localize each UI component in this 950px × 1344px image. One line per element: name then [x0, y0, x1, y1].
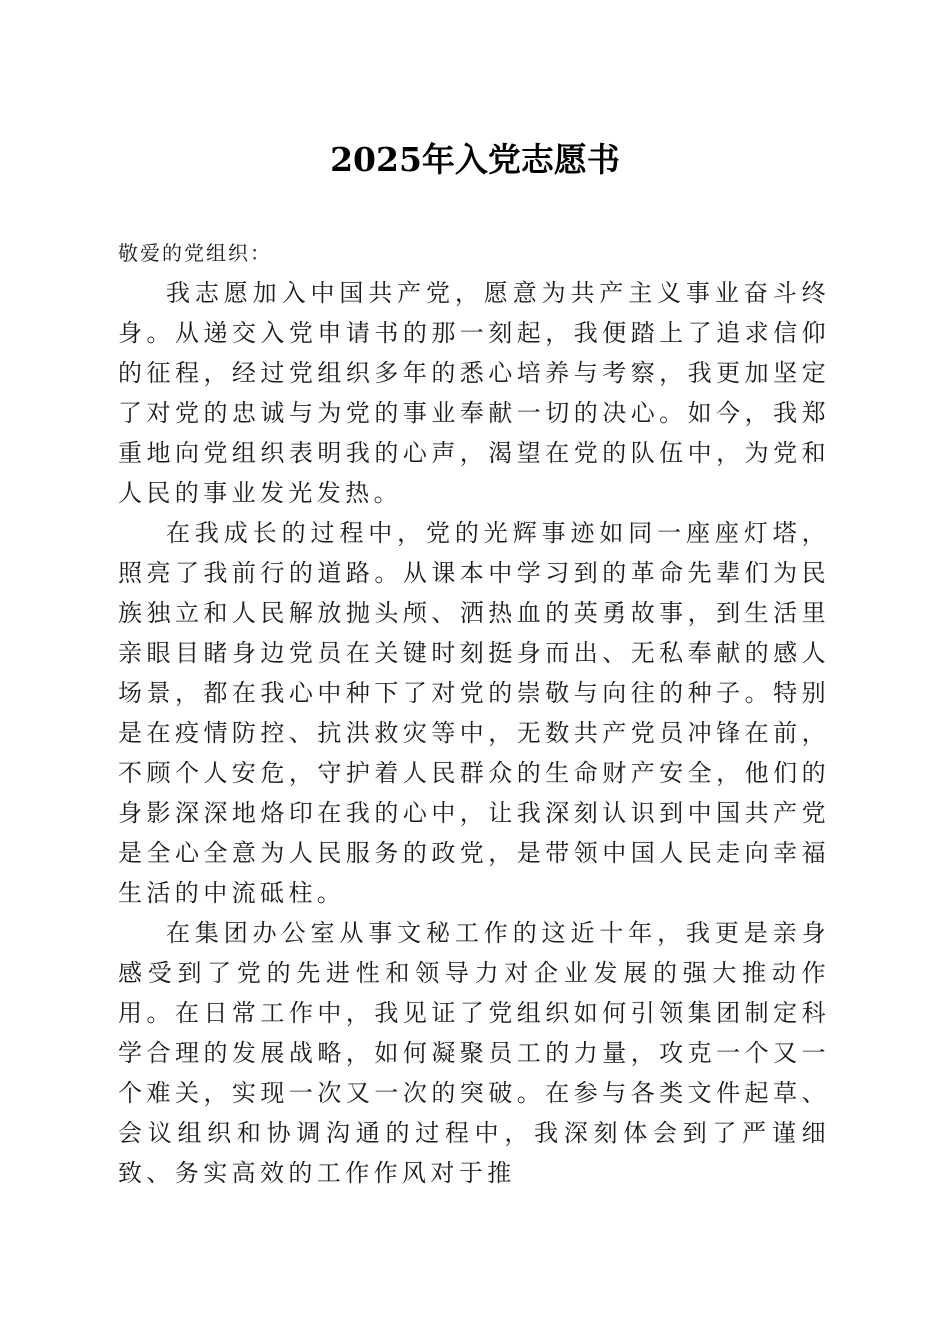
- document-title: 2025年入党志愿书: [330, 140, 620, 179]
- salutation: 敬爱的党组织：: [118, 241, 272, 265]
- document-body: [118, 233, 830, 1193]
- paragraph-2: 在我成长的过程中，党的光辉事迹如同一座座灯塔，照亮了我前行的道路。从课本中学习到的革命先辈们为民族独立和人民解放抛头颅、洒热血的英勇故事，到生活里亲眼目睹身边党员在关键时刻挺身而出、无私奉献的感人场景，都在我心中种下了对党的崇敬与向往的种子。特别是在疫情防控、抗洪救灾等中，无数共产党员冲锋在前，不顾个人安危，守护着人民群众的生命财产安全，他们的身影深深地烙印在我的心中，让我深刻认识到中国共产党是全心全意为人民服务的政党，是带领中国人民走向幸福生活的中流砥柱。: [118, 519, 830, 907]
- paragraph-1: 我志愿加入中国共产党，愿意为共产主义事业奋斗终身。从递交入党申请书的那一刻起，我便踏上了追求信仰的征程，经过党组织多年的悉心培养与考察，我更加坚定了对党的忠诚与为党的事业奉献一切的决心。如今，我郑重地向党组织表明我的心声，渴望在党的队伍中，为党和人民的事业发光发热。: [118, 279, 830, 507]
- paragraph-3: 在集团办公室从事文秘工作的这近十年，我更是亲身感受到了党的先进性和领导力对企业发展的强大推动作用。在日常工作中，我见证了党组织如何引领集团制定科学合理的发展战略，如何凝聚员工的力量，攻克一个又一个难关，实现一次又一次的突破。在参与各类文件起草、会议组织和协调沟通的过程中，我深刻体会到了严谨细致、务实高效的工作作风对于推: [118, 919, 830, 1187]
